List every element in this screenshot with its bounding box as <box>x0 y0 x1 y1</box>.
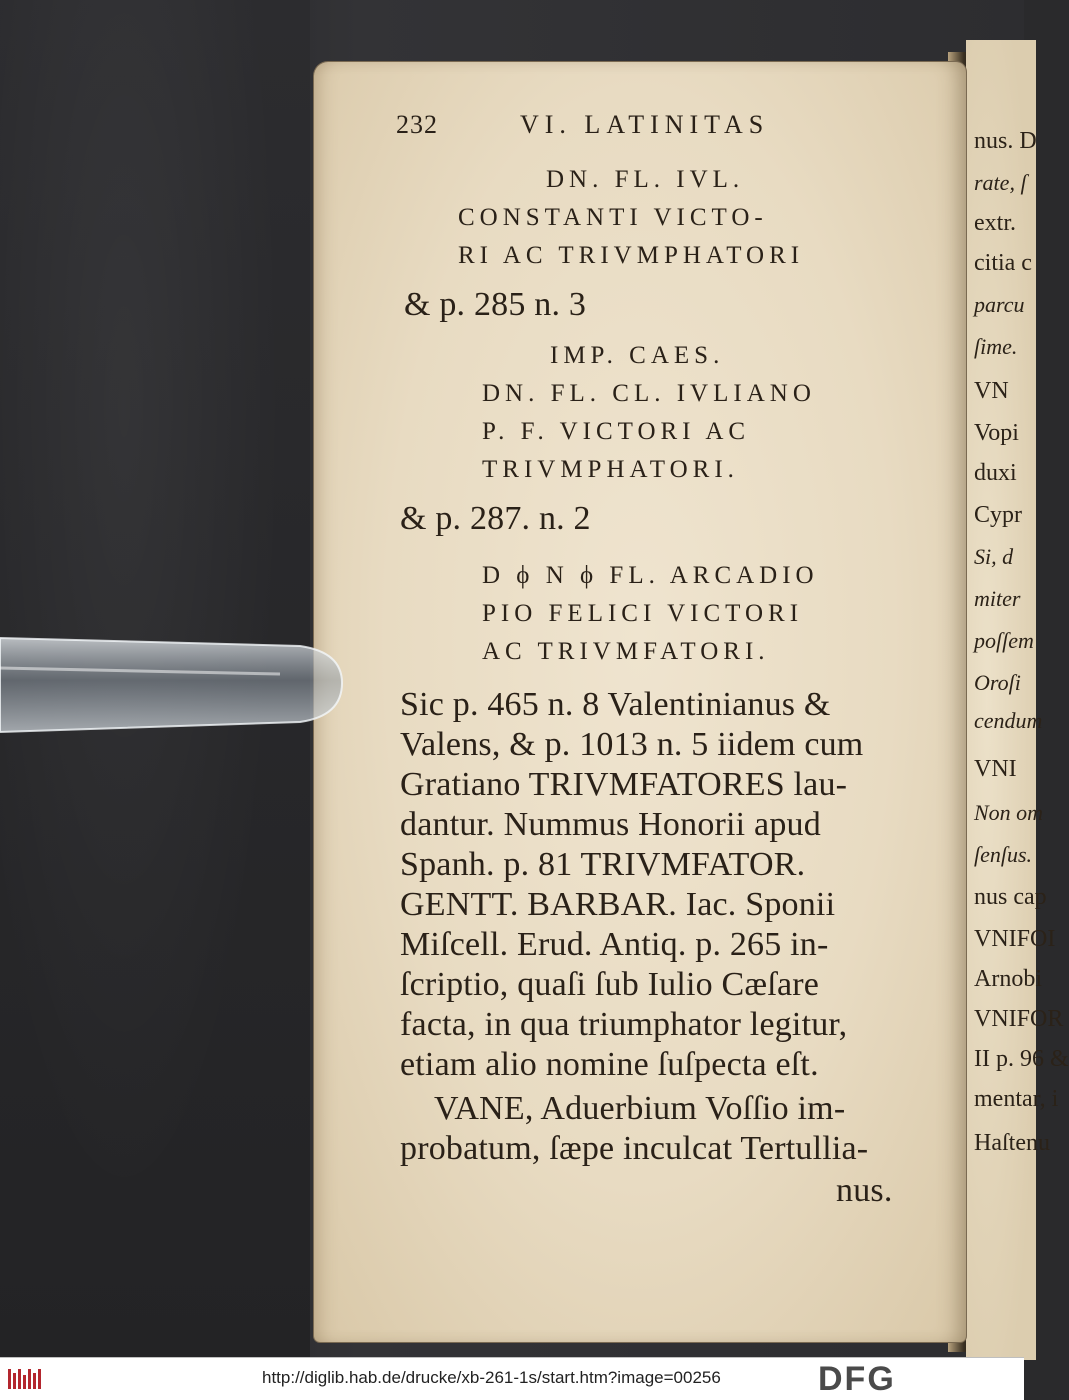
inscription-line: TRIVMPHATORI. <box>482 456 739 483</box>
facing-page-fragment: VN <box>974 378 1009 404</box>
reference-line: & p. 285 n. 3 <box>404 286 587 323</box>
facing-page-fragment: poſſem <box>974 628 1034 653</box>
facing-page-fragment: ſime. <box>974 334 1018 359</box>
inscription-line: P. F. VICTORI AC <box>482 418 751 445</box>
facing-page-fragment: VNI <box>974 756 1017 782</box>
paragraph-line: Sic p. 465 n. 8 Valentinianus & <box>400 686 831 723</box>
facing-page-fragment: rate, ſ <box>974 170 1027 195</box>
facing-page-fragment: Si, d <box>974 544 1014 569</box>
inscription-line: DN. FL. CL. IVLIANO <box>482 380 816 407</box>
facing-page-fragment: Haſtenu <box>974 1130 1050 1156</box>
paragraph-line: Valens, & p. 1013 n. 5 iidem cum <box>400 726 864 763</box>
facing-page-fragment: VNIFOR <box>974 1006 1064 1032</box>
facing-page-fragment: miter <box>974 586 1021 611</box>
paragraph-line: facta, in qua triumphator legitur, <box>400 1006 848 1043</box>
facing-page-fragment: parcu <box>974 292 1025 317</box>
facing-page-fragment: extr. <box>974 210 1016 236</box>
facing-page-fragment: Non om <box>974 800 1044 825</box>
facing-page-fragment: ſenſus. <box>974 842 1033 867</box>
facing-page <box>966 40 1069 1360</box>
library-logo-icon <box>8 1367 44 1391</box>
paragraph-line: Gratiano TRIVMFATORES lau- <box>400 766 848 803</box>
facing-page-fragment: VNIFOI <box>974 926 1056 952</box>
catchword: nus. <box>836 1172 893 1209</box>
inscription-line: D ϕ N ϕ FL. ARCADIO <box>482 562 819 589</box>
paragraph-line: GENTT. BARBAR. Iac. Sponii <box>400 886 836 923</box>
inscription-line: DN. FL. IVL. <box>546 166 745 193</box>
paragraph-line: Miſcell. Erud. Antiq. p. 265 in- <box>400 926 829 963</box>
dfg-logo: DFG <box>818 1360 896 1398</box>
paragraph-line: dantur. Nummus Honorii apud <box>400 806 821 843</box>
running-title: VI. LATINITAS <box>520 110 770 139</box>
facing-page-fragment: nus cap <box>974 884 1047 910</box>
inscription-line: RI AC TRIVMPHATORI <box>458 242 805 269</box>
page-clip <box>0 628 345 738</box>
facing-page-fragment: II p. 96 & <box>974 1046 1069 1072</box>
facing-page-fragment: mentar, i <box>974 1086 1059 1112</box>
facing-page-fragment: Cypr <box>974 502 1022 528</box>
facing-page-fragment: cendum <box>974 708 1043 733</box>
facing-page-fragment: nus. D <box>974 128 1037 154</box>
inscription-line: IMP. CAES. <box>550 342 725 369</box>
reference-line: & p. 287. n. 2 <box>400 500 591 537</box>
inscription-line: AC TRIVMFATORI. <box>482 638 770 665</box>
paragraph-line: Spanh. p. 81 TRIVMFATOR. <box>400 846 806 883</box>
inscription-line: CONSTANTI VICTO- <box>458 204 768 231</box>
page-url-link[interactable]: http://diglib.hab.de/drucke/xb-261-1s/start.htm?image=00256 <box>262 1368 721 1387</box>
paragraph-line: VANE, Aduerbium Voſſio im- <box>434 1090 846 1127</box>
inscription-line: PIO FELICI VICTORI <box>482 600 804 627</box>
paragraph-line: ſcriptio, quaſi ſub Iulio Cæſare <box>400 966 820 1003</box>
paragraph-line: etiam alio nomine ſuſpecta eſt. <box>400 1046 819 1083</box>
page-number: 232 <box>396 110 438 139</box>
facing-page-fragment: citia c <box>974 250 1032 276</box>
facing-page-fragment: Arnobi <box>974 966 1042 992</box>
paragraph-line: probatum, ſæpe inculcat Tertullia- <box>400 1130 869 1167</box>
facing-page-fragment: duxi <box>974 460 1017 486</box>
facing-page-fragment: Vopi <box>974 420 1019 446</box>
facing-page-fragment: Oroſi <box>974 670 1021 695</box>
viewer-footer <box>0 1357 1024 1400</box>
book-page <box>314 62 966 1342</box>
